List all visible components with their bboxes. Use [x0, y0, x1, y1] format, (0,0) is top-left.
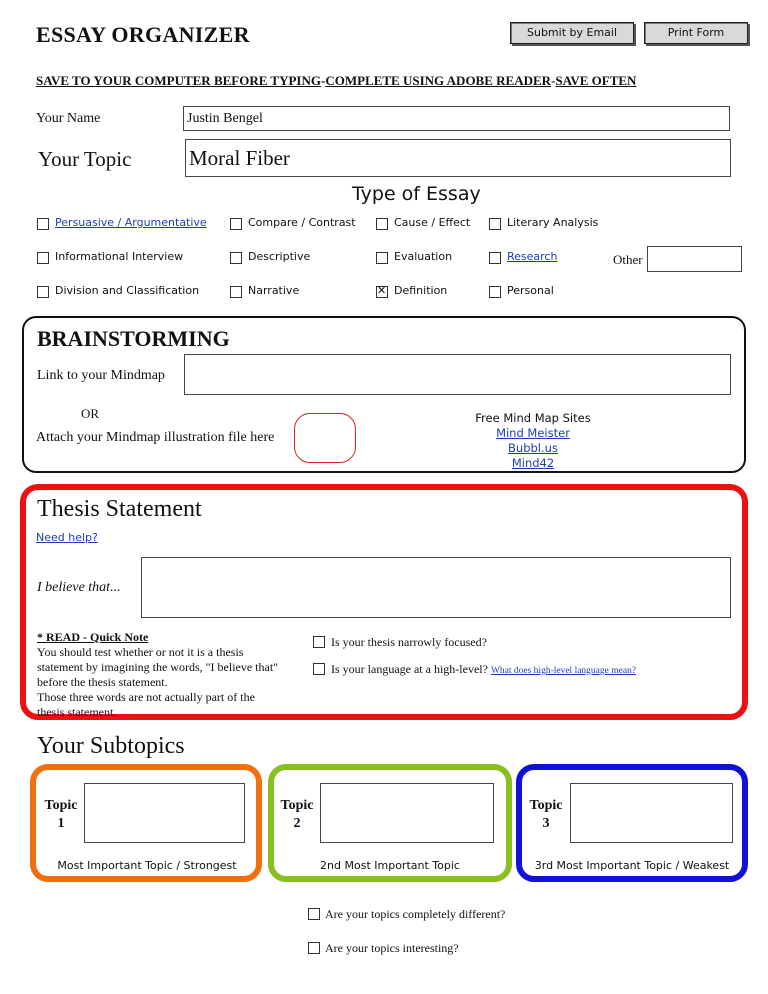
- essay-type-checkbox-research[interactable]: [489, 252, 501, 264]
- essay-type-label-narrative: Narrative: [248, 284, 300, 297]
- thesis-language-row: [331, 662, 636, 677]
- essay-type-heading: Type of Essay: [352, 183, 481, 205]
- site-link-mindmeister[interactable]: Mind Meister: [496, 426, 570, 440]
- topics-interesting-label: Are your topics interesting?: [325, 941, 459, 955]
- thesis-language-checkbox[interactable]: [313, 663, 325, 675]
- mindmap-link-label: Link to your Mindmap: [37, 368, 165, 383]
- essay-type-label-definition: Definition: [394, 284, 448, 297]
- attach-file-button[interactable]: [294, 413, 356, 463]
- essay-type-label-literary-analysis: Literary Analysis: [507, 216, 599, 229]
- essay-type-checkbox-literary-analysis[interactable]: [489, 218, 501, 230]
- quick-note-line: statement by imagining the words, "I believe that": [37, 660, 279, 674]
- name-label: Your Name: [36, 111, 101, 126]
- site-link-bubblus[interactable]: Bubbl.us: [508, 441, 558, 455]
- essay-type-label-personal: Personal: [507, 284, 554, 297]
- save-often-text: SAVE OFTEN: [555, 73, 637, 88]
- essay-type-checkbox-descriptive[interactable]: [230, 252, 242, 264]
- subtopics-heading: Your Subtopics: [37, 733, 185, 759]
- topic-word: Topic: [529, 798, 563, 813]
- name-value: Justin Bengel: [187, 111, 263, 126]
- page-title: ESSAY ORGANIZER: [36, 22, 250, 47]
- topic-number: 1: [57, 816, 65, 831]
- dash: -: [320, 73, 326, 88]
- topic-value: Moral Fiber: [189, 146, 290, 170]
- mindmap-sites: [466, 411, 600, 471]
- other-field[interactable]: [647, 246, 742, 272]
- essay-type-label-compare-contrast: Compare / Contrast: [248, 216, 356, 229]
- other-label: Other: [613, 252, 643, 267]
- believe-label: I believe that...: [37, 580, 121, 595]
- topic-3-field[interactable]: [570, 783, 733, 843]
- essay-type-checkbox-division-and-classification[interactable]: [37, 286, 49, 298]
- quick-note-line: Those three words are not actually part of the: [37, 690, 255, 704]
- topic-3-caption: 3rd Most Important Topic / Weakest: [534, 859, 730, 872]
- essay-type-label-descriptive: Descriptive: [248, 250, 311, 263]
- essay-type-checkbox-narrative[interactable]: [230, 286, 242, 298]
- topic-label: Your Topic: [38, 147, 132, 171]
- essay-type-label-research[interactable]: Research: [507, 250, 558, 263]
- save-instructions: [36, 73, 636, 89]
- topic-number: 3: [542, 816, 550, 831]
- thesis-focused-label: Is your thesis narrowly focused?: [331, 635, 487, 649]
- thesis-field[interactable]: [141, 557, 731, 618]
- quick-note-line: thesis statement.: [37, 705, 117, 719]
- topics-interesting-checkbox[interactable]: [308, 942, 320, 954]
- essay-type-label-informational-interview: Informational Interview: [55, 250, 184, 263]
- quick-note: [37, 630, 278, 720]
- sites-heading: Free Mind Map Sites: [475, 411, 591, 425]
- topic-1-caption: Most Important Topic / Strongest: [57, 859, 237, 872]
- topic-2-label: [276, 797, 318, 833]
- thesis-heading: Thesis Statement: [37, 496, 202, 522]
- essay-type-checkbox-cause-effect[interactable]: [376, 218, 388, 230]
- essay-type-checkbox-persuasive-argumentative[interactable]: [37, 218, 49, 230]
- topic-word: Topic: [44, 798, 78, 813]
- thesis-language-label: Is your language at a high-level?: [331, 662, 488, 676]
- site-link-mind42[interactable]: Mind42: [511, 456, 555, 470]
- thesis-help-link[interactable]: Need help?: [36, 531, 98, 544]
- topic-field[interactable]: [185, 139, 731, 177]
- essay-type-checkbox-evaluation[interactable]: [376, 252, 388, 264]
- topic-2-caption: 2nd Most Important Topic: [320, 859, 460, 872]
- essay-type-label-division-and-classification: Division and Classification: [55, 284, 200, 297]
- print-form-button[interactable]: Print Form: [644, 22, 748, 44]
- submit-email-button[interactable]: Submit by Email: [510, 22, 634, 44]
- topic-word: Topic: [280, 798, 314, 813]
- topic-number: 2: [293, 816, 301, 831]
- topics-different-label: Are your topics completely different?: [325, 907, 506, 921]
- save-before-text: SAVE TO YOUR COMPUTER BEFORE TYPING: [36, 73, 321, 88]
- topic-1-field[interactable]: [84, 783, 245, 843]
- attach-label: Attach your Mindmap illustration file here: [36, 430, 275, 445]
- essay-type-label-cause-effect: Cause / Effect: [394, 216, 471, 229]
- dash: -: [551, 73, 556, 88]
- essay-type-label-evaluation: Evaluation: [394, 250, 453, 263]
- topic-1-label: [40, 797, 82, 833]
- high-level-language-link[interactable]: What does high-level language mean?: [490, 666, 637, 676]
- topics-different-checkbox[interactable]: [308, 908, 320, 920]
- brainstorming-heading: BRAINSTORMING: [37, 326, 230, 351]
- essay-type-checkbox-informational-interview[interactable]: [37, 252, 49, 264]
- quick-note-line: before the thesis statement.: [37, 675, 168, 689]
- essay-type-checkbox-compare-contrast[interactable]: [230, 218, 242, 230]
- complete-using-text: COMPLETE USING ADOBE READER: [325, 73, 552, 88]
- quick-note-line: You should test whether or not it is a thesis: [37, 645, 244, 659]
- topic-2-field[interactable]: [320, 783, 494, 843]
- thesis-focused-checkbox[interactable]: [313, 636, 325, 648]
- quick-note-heading: * READ - Quick Note: [37, 630, 149, 644]
- topic-3-label: [525, 797, 567, 833]
- essay-type-checkbox-personal[interactable]: [489, 286, 501, 298]
- essay-type-label-persuasive-argumentative[interactable]: Persuasive / Argumentative: [55, 216, 207, 229]
- essay-type-checkbox-definition[interactable]: [376, 286, 388, 298]
- mindmap-link-field[interactable]: [184, 354, 731, 395]
- or-label: OR: [81, 406, 100, 421]
- name-field[interactable]: [183, 106, 730, 131]
